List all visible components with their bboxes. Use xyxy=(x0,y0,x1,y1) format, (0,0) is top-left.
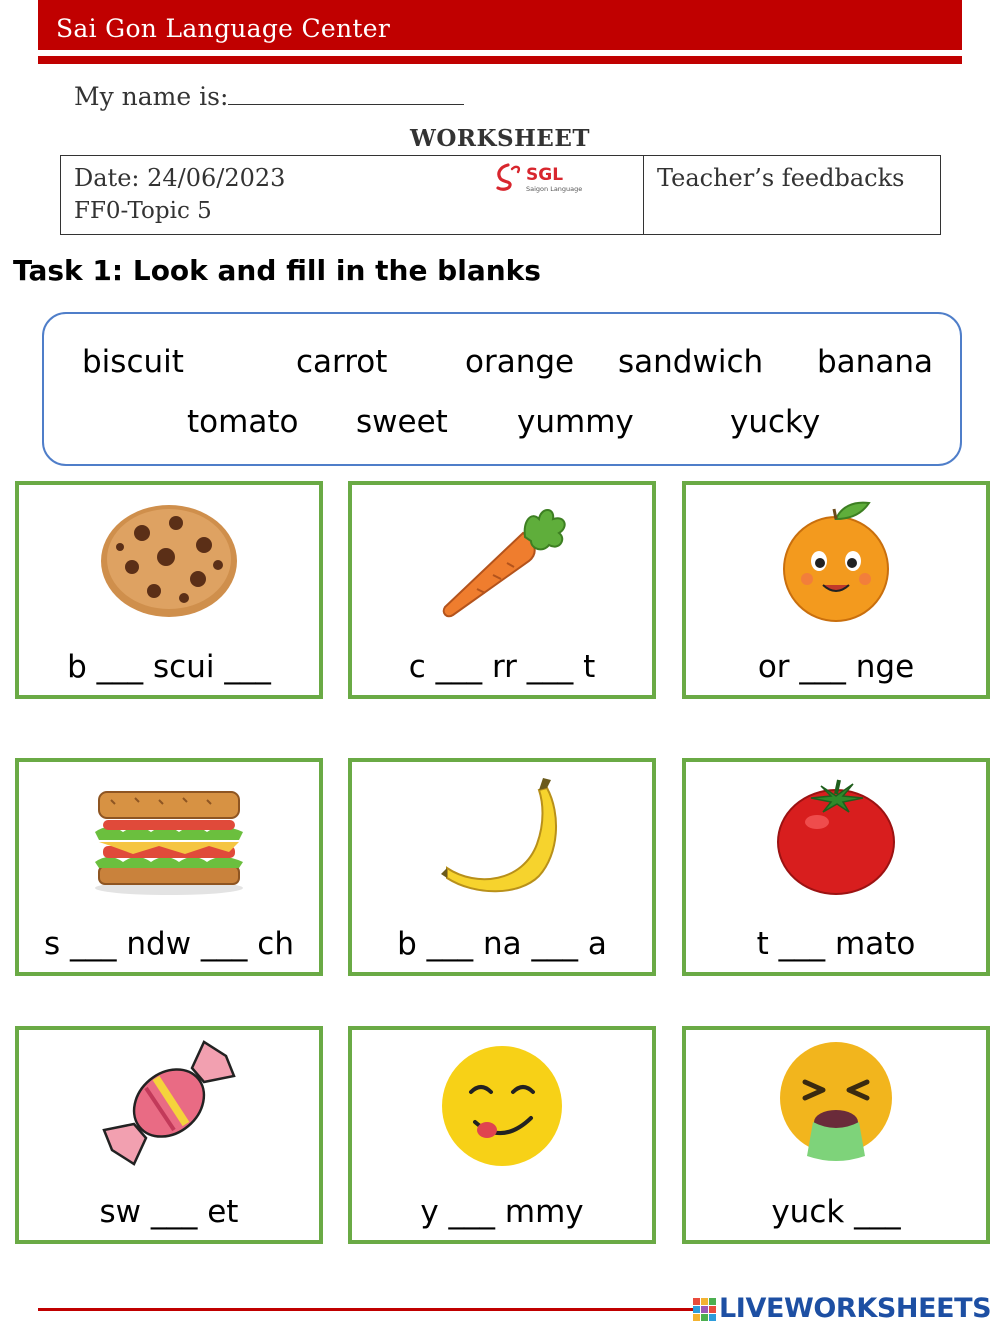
orange-icon xyxy=(761,493,911,623)
banana-icon xyxy=(427,770,577,900)
fill-blank-label[interactable]: t ___ mato xyxy=(756,926,916,962)
worksheet-title: WORKSHEET xyxy=(410,125,590,152)
card-carrot xyxy=(348,481,656,699)
card-banana xyxy=(348,758,656,976)
header-bar xyxy=(38,0,962,50)
yucky-face-icon xyxy=(761,1038,911,1168)
word-bank-item: orange xyxy=(465,344,575,380)
liveworksheets-brand: LIVEWORKSHEETS xyxy=(719,1293,992,1324)
footer-rule xyxy=(38,1308,698,1311)
fill-blank-label[interactable]: s ___ ndw ___ ch xyxy=(44,926,294,962)
word-bank-item: carrot xyxy=(296,344,388,380)
card-tomato xyxy=(682,758,990,976)
name-blank-input[interactable] xyxy=(228,83,464,105)
fill-blank-label[interactable]: b ___ na ___ a xyxy=(397,926,607,962)
date-text: Date: 24/06/2023 xyxy=(74,164,286,192)
word-bank-item: banana xyxy=(817,344,933,380)
word-bank xyxy=(42,312,962,466)
name-field xyxy=(74,82,464,111)
carrot-icon xyxy=(427,493,577,623)
card-yummy xyxy=(348,1026,656,1244)
word-bank-item: sweet xyxy=(356,404,448,440)
card-biscuit xyxy=(15,481,323,699)
card-sweet xyxy=(15,1026,323,1244)
fill-blank-label[interactable]: yuck ___ xyxy=(771,1194,901,1230)
card-orange xyxy=(682,481,990,699)
candy-icon xyxy=(94,1038,244,1168)
header-rule xyxy=(38,56,962,64)
liveworksheets-icon xyxy=(693,1298,717,1322)
fill-blank-label[interactable]: sw ___ et xyxy=(99,1194,239,1230)
word-bank-item: sandwich xyxy=(618,344,764,380)
task1-title: Task 1: Look and fill in the blanks xyxy=(13,254,541,287)
topic-text: FF0-Topic 5 xyxy=(74,198,212,224)
info-left-cell xyxy=(61,156,644,234)
fill-blank-label[interactable]: y ___ mmy xyxy=(420,1194,584,1230)
card-sandwich xyxy=(15,758,323,976)
fill-blank-label[interactable]: b ___ scui ___ xyxy=(67,649,271,685)
liveworksheets-logo xyxy=(693,1292,991,1326)
tomato-icon xyxy=(761,770,911,900)
cookie-icon xyxy=(94,493,244,623)
logo-subtext: Saigon Language xyxy=(526,185,583,193)
word-bank-item: yummy xyxy=(517,404,634,440)
teacher-feedback-label: Teacher’s feedbacks xyxy=(657,164,905,192)
fill-blank-label[interactable]: c ___ rr ___ t xyxy=(408,649,596,685)
word-bank-item: biscuit xyxy=(82,344,184,380)
card-yucky xyxy=(682,1026,990,1244)
name-label: My name is: xyxy=(74,82,229,111)
sandwich-icon xyxy=(89,770,249,900)
sgl-logo xyxy=(494,160,586,194)
logo-text: SGL xyxy=(526,165,564,185)
fill-blank-label[interactable]: or ___ nge xyxy=(757,649,915,685)
info-table xyxy=(60,155,941,235)
word-bank-item: yucky xyxy=(730,404,821,440)
center-name: Sai Gon Language Center xyxy=(56,14,391,43)
yummy-face-icon xyxy=(427,1038,577,1168)
word-bank-item: tomato xyxy=(187,404,299,440)
